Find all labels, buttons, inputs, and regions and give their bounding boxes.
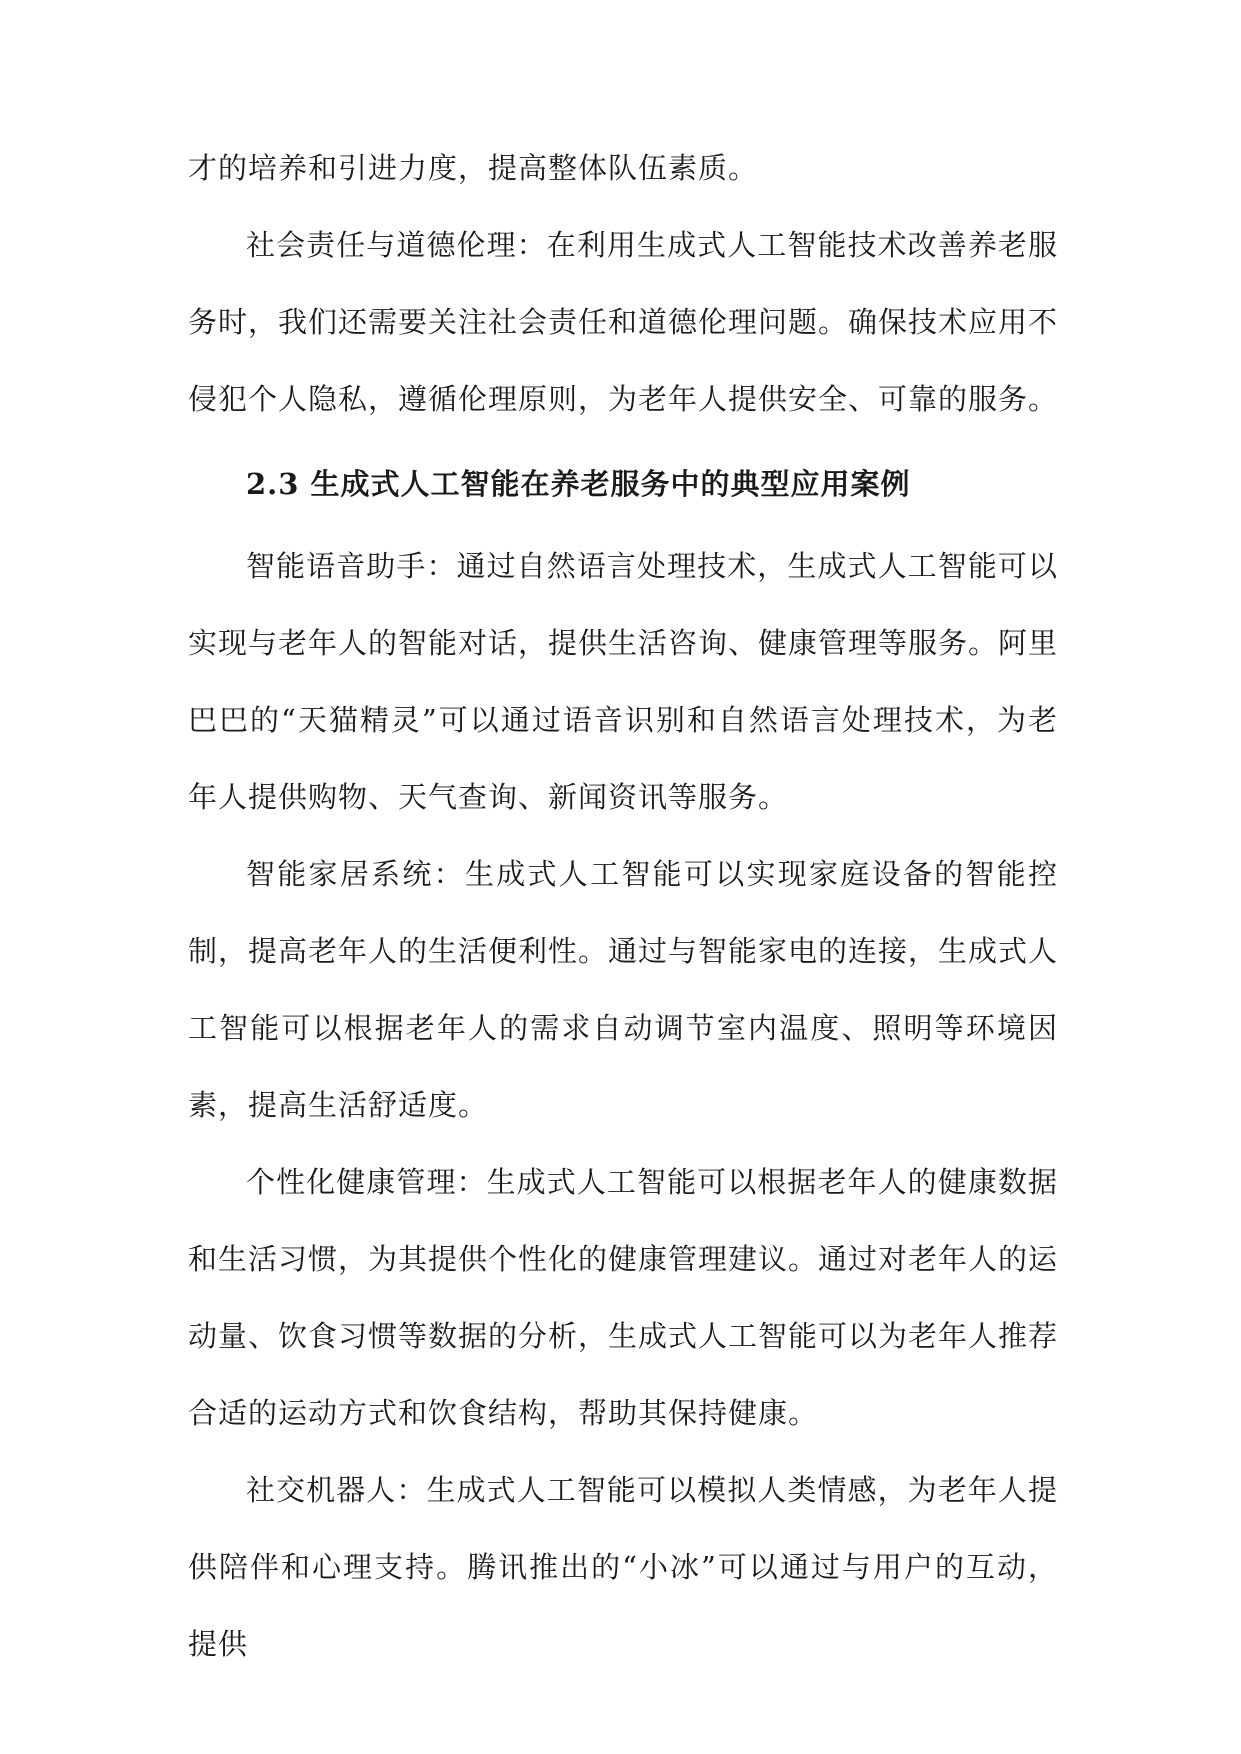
paragraph-social-robot: 社交机器人：生成式人工智能可以模拟人类情感，为老年人提供陪伴和心理支持。腾讯推出的“小冰”可以通过与用户的互动，提供 [188, 1473, 1058, 1661]
paragraph-health-management: 个性化健康管理：生成式人工智能可以根据老年人的健康数据和生活习惯，为其提供个性化的健康管理建议。通过对老年人的运动量、饮食习惯等数据的分析，生成式人工智能可以为老年人推荐合适的运动方式和饮食结构，帮助其保持健康。 [188, 1165, 1059, 1430]
paragraph-continuation: 才的培养和引进力度，提高整体队伍素质。 [188, 151, 759, 185]
paragraph-voice-assistant: 智能语音助手：通过自然语言处理技术，生成式人工智能可以实现与老年人的智能对话，提供生活咨询、健康管理等服务。阿里巴巴的“天猫精灵”可以通过语音识别和自然语言处理技术，为老年人提供购物、天气查询、新闻资讯等服务。 [188, 549, 1059, 814]
paragraph-social-responsibility: 社会责任与道德伦理：在利用生成式人工智能技术改善养老服务时，我们还需要关注社会责任和道德伦理问题。确保技术应用不侵犯个人隐私，遵循伦理原则，为老年人提供安全、可靠的服务。 [188, 228, 1059, 416]
paragraph-smart-home: 智能家居系统：生成式人工智能可以实现家庭设备的智能控制，提高老年人的生活便利性。通过与智能家电的连接，生成式人工智能可以根据老年人的需求自动调节室内温度、照明等环境因素，提高生活舒适度。 [188, 857, 1059, 1122]
section-heading: 2.3 生成式人工智能在养老服务中的典型应用案例 [246, 467, 911, 501]
document-page [188, 130, 1058, 1683]
